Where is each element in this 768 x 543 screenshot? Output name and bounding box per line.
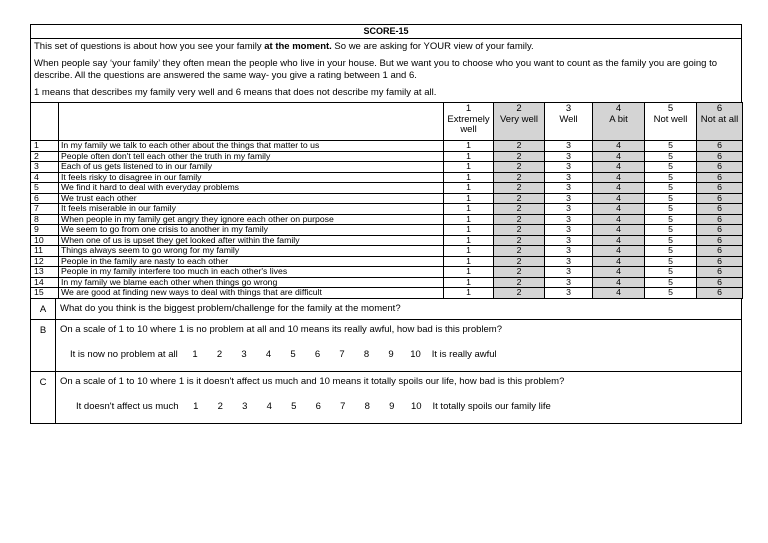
question-c bbox=[30, 372, 742, 424]
column-number: 2 bbox=[516, 103, 522, 114]
rating-option-2[interactable]: 2 bbox=[494, 183, 545, 194]
question-label: B bbox=[31, 320, 56, 371]
item-text: When people in my family get angry they ignore each other on purpose bbox=[59, 214, 444, 225]
question-text: What do you think is the biggest problem/challenge for the family at the moment? bbox=[60, 302, 401, 314]
rating-option-1[interactable]: 1 bbox=[444, 235, 494, 246]
rating-option-2[interactable]: 2 bbox=[494, 151, 545, 162]
scale-numbers bbox=[183, 349, 428, 360]
rating-option-4[interactable]: 4 bbox=[593, 141, 645, 152]
scale-option[interactable]: 8 bbox=[364, 400, 370, 412]
scale-option[interactable]: 9 bbox=[388, 348, 394, 360]
intro-text: So we are asking for YOUR view of your family. bbox=[331, 41, 534, 52]
column-header-1 bbox=[444, 103, 494, 141]
item-row bbox=[31, 172, 743, 183]
rating-option-3[interactable]: 3 bbox=[545, 183, 593, 194]
item-number: 1 bbox=[31, 141, 59, 152]
rating-option-6[interactable]: 6 bbox=[697, 151, 743, 162]
item-text: We find it hard to deal with everyday problems bbox=[59, 183, 444, 194]
scale-option[interactable]: 10 bbox=[410, 400, 422, 412]
item-number: 9 bbox=[31, 225, 59, 236]
intro-paragraph-2: When people say ‘your family’ they often mean the people who live in your house. But we want you to choose who you want to count as the family you are going to describe. All the questions are answered the same way- you give a rating between 1 and 6. bbox=[34, 58, 717, 81]
rating-option-6[interactable]: 6 bbox=[697, 162, 743, 173]
scale-option[interactable]: 2 bbox=[217, 400, 223, 412]
rating-option-6[interactable]: 6 bbox=[697, 256, 743, 267]
column-label: Extremely well bbox=[447, 113, 490, 135]
rating-option-1[interactable]: 1 bbox=[444, 256, 494, 267]
item-row bbox=[31, 214, 743, 225]
rating-option-4[interactable]: 4 bbox=[593, 193, 645, 204]
rating-option-4[interactable]: 4 bbox=[593, 151, 645, 162]
question-text: On a scale of 1 to 10 where 1 is it doesn't affect us much and 10 means it totally spoils our life, how bad is this problem? bbox=[60, 375, 565, 387]
column-number: 1 bbox=[465, 103, 472, 114]
rating-option-3[interactable]: 3 bbox=[545, 277, 593, 288]
intro-paragraph-3: 1 means that describes my family very well and 6 means that does not describe my family at all. bbox=[34, 87, 437, 98]
intro-box bbox=[30, 38, 742, 102]
item-row bbox=[31, 246, 743, 257]
item-text: In my family we talk to each other about the things that matter to us bbox=[59, 141, 444, 152]
item-number: 15 bbox=[31, 288, 59, 299]
item-number: 12 bbox=[31, 256, 59, 267]
scale-row bbox=[60, 401, 738, 412]
item-text: It feels miserable in our family bbox=[59, 204, 444, 215]
item-row bbox=[31, 256, 743, 267]
rating-option-3[interactable]: 3 bbox=[545, 172, 593, 183]
rating-option-6[interactable]: 6 bbox=[697, 193, 743, 204]
rating-option-2[interactable]: 2 bbox=[494, 256, 545, 267]
rating-option-4[interactable]: 4 bbox=[593, 162, 645, 173]
rating-option-6[interactable]: 6 bbox=[697, 246, 743, 257]
rating-option-1[interactable]: 1 bbox=[444, 267, 494, 278]
column-label: Very well bbox=[499, 113, 538, 125]
rating-option-1[interactable]: 1 bbox=[444, 277, 494, 288]
scale-option[interactable]: 5 bbox=[290, 348, 296, 360]
item-number: 4 bbox=[31, 172, 59, 183]
rating-option-5[interactable]: 5 bbox=[645, 204, 697, 215]
rating-option-4[interactable]: 4 bbox=[593, 246, 645, 257]
rating-option-4[interactable]: 4 bbox=[593, 235, 645, 246]
intro-paragraph-1 bbox=[34, 41, 739, 53]
rating-option-2[interactable]: 2 bbox=[494, 277, 545, 288]
item-text: People in my family interfere too much in each other's lives bbox=[59, 267, 444, 278]
column-header-4 bbox=[593, 103, 645, 141]
rating-option-1[interactable]: 1 bbox=[444, 204, 494, 215]
rating-option-4[interactable]: 4 bbox=[593, 214, 645, 225]
question-body bbox=[56, 372, 741, 423]
rating-option-5[interactable]: 5 bbox=[645, 183, 697, 194]
rating-option-6[interactable]: 6 bbox=[697, 183, 743, 194]
rating-option-4[interactable]: 4 bbox=[593, 183, 645, 194]
scale-option[interactable]: 6 bbox=[315, 400, 321, 412]
rating-option-4[interactable]: 4 bbox=[593, 256, 645, 267]
rating-option-4[interactable]: 4 bbox=[593, 172, 645, 183]
rating-option-2[interactable]: 2 bbox=[494, 172, 545, 183]
rating-option-3[interactable]: 3 bbox=[545, 204, 593, 215]
rating-option-1[interactable]: 1 bbox=[444, 151, 494, 162]
item-row bbox=[31, 235, 743, 246]
column-number: 5 bbox=[667, 103, 674, 114]
scale-high-label: It totally spoils our family life bbox=[432, 400, 551, 412]
question-a bbox=[30, 299, 742, 320]
scale-option[interactable]: 7 bbox=[340, 400, 346, 412]
rating-option-5[interactable]: 5 bbox=[645, 256, 697, 267]
question-label: C bbox=[31, 372, 56, 423]
scale-option[interactable]: 9 bbox=[389, 400, 395, 412]
rating-option-2[interactable]: 2 bbox=[494, 235, 545, 246]
rating-option-4[interactable]: 4 bbox=[593, 288, 645, 299]
intro-text: This set of questions is about how you see your family bbox=[34, 41, 265, 52]
item-row bbox=[31, 225, 743, 236]
rating-option-4[interactable]: 4 bbox=[593, 267, 645, 278]
scale-row bbox=[60, 349, 738, 360]
scale-option[interactable]: 2 bbox=[216, 348, 223, 360]
item-row bbox=[31, 183, 743, 194]
rating-option-3[interactable]: 3 bbox=[545, 288, 593, 299]
rating-option-5[interactable]: 5 bbox=[645, 277, 697, 288]
rating-option-4[interactable]: 4 bbox=[593, 225, 645, 236]
column-number: 6 bbox=[716, 103, 723, 114]
rating-option-6[interactable]: 6 bbox=[697, 235, 743, 246]
item-number: 7 bbox=[31, 204, 59, 215]
rating-option-6[interactable]: 6 bbox=[697, 172, 743, 183]
item-text: Each of us gets listened to in our family bbox=[59, 162, 444, 173]
rating-option-1[interactable]: 1 bbox=[444, 225, 494, 236]
item-number: 2 bbox=[31, 151, 59, 162]
rating-option-6[interactable]: 6 bbox=[697, 288, 743, 299]
scale-option[interactable]: 5 bbox=[291, 400, 297, 412]
scale-option[interactable]: 8 bbox=[363, 348, 370, 360]
scale-low-label: It doesn't affect us much bbox=[76, 400, 179, 412]
item-number: 11 bbox=[31, 246, 59, 257]
rating-option-5[interactable]: 5 bbox=[645, 214, 697, 225]
item-text: In my family we blame each other when things go wrong bbox=[59, 277, 444, 288]
rating-option-3[interactable]: 3 bbox=[545, 267, 593, 278]
column-number: 3 bbox=[565, 103, 572, 114]
item-number: 6 bbox=[31, 193, 59, 204]
item-text: Things always seem to go wrong for my family bbox=[59, 246, 444, 257]
rating-option-6[interactable]: 6 bbox=[697, 277, 743, 288]
item-row bbox=[31, 141, 743, 152]
rating-option-2[interactable]: 2 bbox=[494, 267, 545, 278]
rating-option-1[interactable]: 1 bbox=[444, 193, 494, 204]
rating-option-5[interactable]: 5 bbox=[645, 267, 697, 278]
item-text: We trust each other bbox=[59, 193, 444, 204]
rating-option-3[interactable]: 3 bbox=[545, 141, 593, 152]
scale-option[interactable]: 10 bbox=[410, 348, 421, 360]
item-number: 5 bbox=[31, 183, 59, 194]
scale-high-label: It is really awful bbox=[431, 348, 497, 360]
rating-option-5[interactable]: 5 bbox=[645, 235, 697, 246]
table-header bbox=[31, 103, 743, 141]
rating-option-3[interactable]: 3 bbox=[545, 225, 593, 236]
scale-option[interactable]: 3 bbox=[242, 400, 248, 412]
item-text: People in the family are nasty to each other bbox=[59, 256, 444, 267]
rating-option-3[interactable]: 3 bbox=[545, 246, 593, 257]
rating-option-5[interactable]: 5 bbox=[645, 172, 697, 183]
item-row bbox=[31, 267, 743, 278]
item-text: We seem to go from one crisis to another in my family bbox=[59, 225, 444, 236]
scale-option[interactable]: 7 bbox=[339, 348, 345, 360]
rating-option-6[interactable]: 6 bbox=[697, 267, 743, 278]
item-text: People often don't tell each other the truth in my family bbox=[59, 151, 444, 162]
rating-option-3[interactable]: 3 bbox=[545, 214, 593, 225]
column-header-2 bbox=[494, 103, 545, 141]
column-number: 4 bbox=[615, 103, 622, 114]
column-header-6 bbox=[697, 103, 743, 141]
rating-option-5[interactable]: 5 bbox=[645, 193, 697, 204]
rating-option-3[interactable]: 3 bbox=[545, 193, 593, 204]
rating-option-4[interactable]: 4 bbox=[593, 277, 645, 288]
form-title: SCORE-15 bbox=[30, 24, 742, 38]
column-header-5 bbox=[645, 103, 697, 141]
item-number: 13 bbox=[31, 267, 59, 278]
score15-form bbox=[30, 24, 742, 424]
rating-option-4[interactable]: 4 bbox=[593, 204, 645, 215]
rating-table bbox=[30, 102, 743, 299]
rating-option-1[interactable]: 1 bbox=[444, 141, 494, 152]
question-text: On a scale of 1 to 10 where 1 is no problem at all and 10 means its really awful, how bad is this problem? bbox=[60, 323, 502, 335]
rating-option-5[interactable]: 5 bbox=[645, 225, 697, 236]
rating-option-1[interactable]: 1 bbox=[444, 246, 494, 257]
intro-bold: at the moment. bbox=[264, 41, 332, 52]
item-row bbox=[31, 162, 743, 173]
rating-option-2[interactable]: 2 bbox=[494, 193, 545, 204]
rating-option-5[interactable]: 5 bbox=[645, 151, 697, 162]
item-row bbox=[31, 277, 743, 288]
item-number: 3 bbox=[31, 162, 59, 173]
rating-option-1[interactable]: 1 bbox=[444, 162, 494, 173]
rating-option-2[interactable]: 2 bbox=[494, 288, 545, 299]
rating-option-5[interactable]: 5 bbox=[645, 141, 697, 152]
rating-option-2[interactable]: 2 bbox=[494, 141, 545, 152]
rating-option-6[interactable]: 6 bbox=[697, 214, 743, 225]
rating-option-6[interactable]: 6 bbox=[697, 204, 743, 215]
item-text: When one of us is upset they get looked after within the family bbox=[59, 235, 444, 246]
rating-option-1[interactable]: 1 bbox=[444, 172, 494, 183]
rating-option-3[interactable]: 3 bbox=[545, 256, 593, 267]
question-label: A bbox=[31, 299, 56, 319]
item-row bbox=[31, 288, 743, 299]
rating-option-3[interactable]: 3 bbox=[545, 151, 593, 162]
rating-option-5[interactable]: 5 bbox=[645, 246, 697, 257]
rating-option-2[interactable]: 2 bbox=[494, 214, 545, 225]
item-number: 14 bbox=[31, 277, 59, 288]
question-b bbox=[30, 320, 742, 372]
rating-option-5[interactable]: 5 bbox=[645, 162, 697, 173]
rating-option-1[interactable]: 1 bbox=[444, 288, 494, 299]
item-text: We are good at finding new ways to deal with things that are difficult bbox=[59, 288, 444, 299]
column-label: Not at all bbox=[700, 113, 739, 125]
item-text: It feels risky to disagree in our family bbox=[59, 172, 444, 183]
scale-numbers bbox=[184, 401, 429, 412]
rating-option-1[interactable]: 1 bbox=[444, 214, 494, 225]
rating-option-2[interactable]: 2 bbox=[494, 246, 545, 257]
item-number: 10 bbox=[31, 235, 59, 246]
column-header-3 bbox=[545, 103, 593, 141]
header-blank bbox=[59, 103, 444, 141]
scale-option[interactable]: 6 bbox=[314, 348, 321, 360]
rating-option-6[interactable]: 6 bbox=[697, 225, 743, 236]
rating-option-6[interactable]: 6 bbox=[697, 141, 743, 152]
item-row bbox=[31, 151, 743, 162]
rating-option-3[interactable]: 3 bbox=[545, 235, 593, 246]
question-body bbox=[56, 320, 741, 371]
scale-option[interactable]: 1 bbox=[193, 400, 199, 412]
item-row bbox=[31, 193, 743, 204]
column-label: Well bbox=[559, 113, 578, 125]
scale-option[interactable]: 1 bbox=[192, 348, 198, 360]
item-number: 8 bbox=[31, 214, 59, 225]
column-label: Not well bbox=[653, 113, 688, 125]
rating-option-3[interactable]: 3 bbox=[545, 162, 593, 173]
scale-option[interactable]: 4 bbox=[266, 400, 272, 412]
rating-option-2[interactable]: 2 bbox=[494, 225, 545, 236]
rating-option-2[interactable]: 2 bbox=[494, 204, 545, 215]
rating-option-5[interactable]: 5 bbox=[645, 288, 697, 299]
rating-option-1[interactable]: 1 bbox=[444, 183, 494, 194]
rating-option-2[interactable]: 2 bbox=[494, 162, 545, 173]
header-blank bbox=[31, 103, 59, 141]
scale-option[interactable]: 3 bbox=[241, 348, 247, 360]
scale-option[interactable]: 4 bbox=[265, 348, 272, 360]
scale-low-label: It is now no problem at all bbox=[70, 348, 178, 360]
column-label: A bit bbox=[609, 113, 628, 125]
item-row bbox=[31, 204, 743, 215]
